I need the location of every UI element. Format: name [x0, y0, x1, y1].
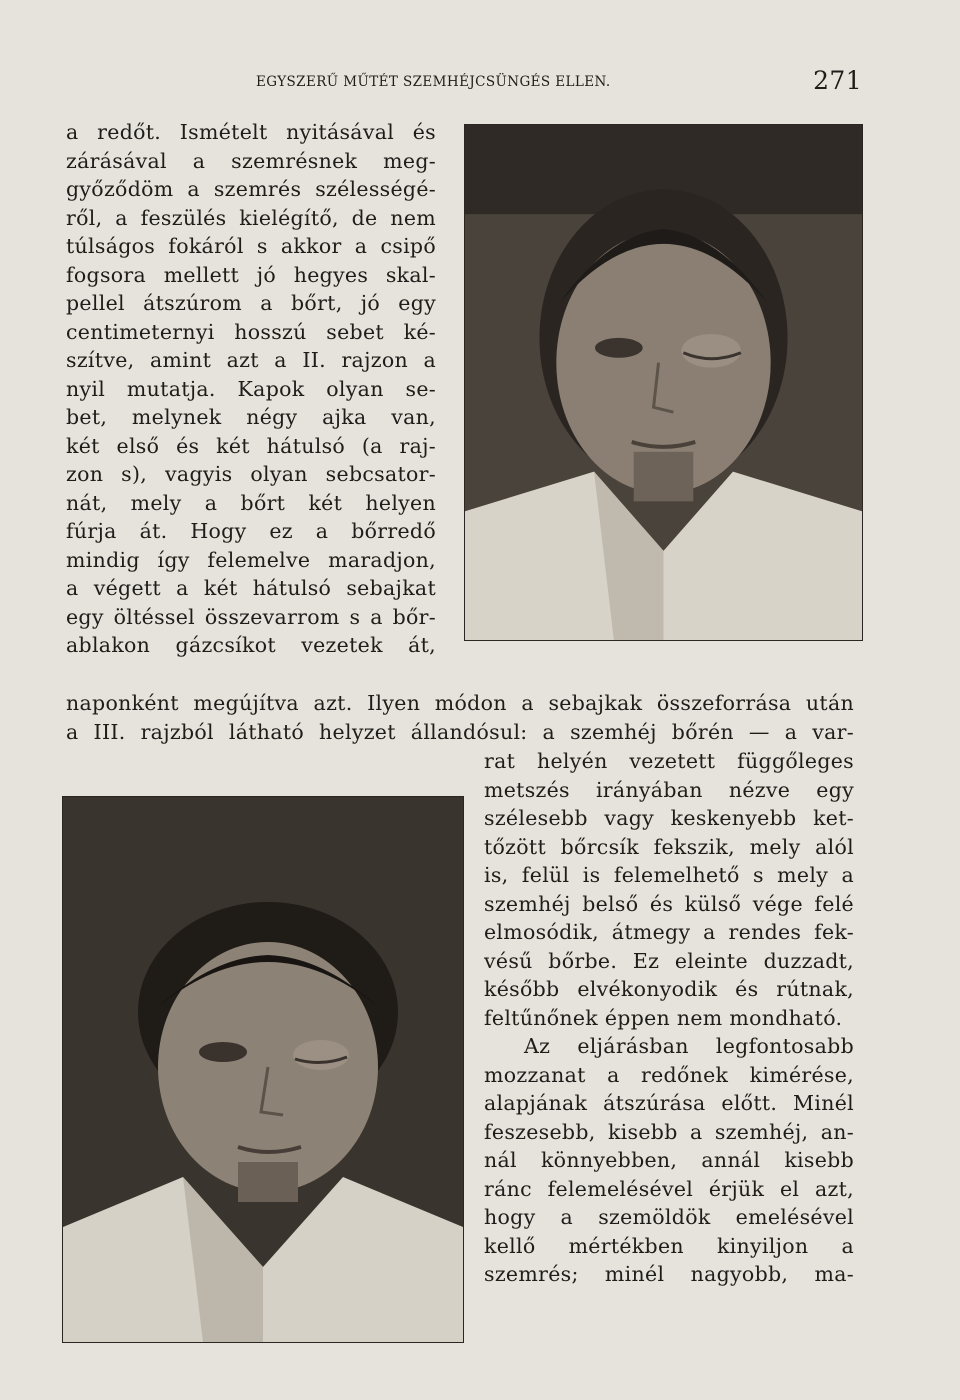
text-line: szélesebb vagy keskenyebb ket-	[484, 806, 854, 830]
text-line: a III. rajzból látható helyzet állandósul: a szemhéj bőrén — a var-	[66, 719, 854, 744]
text-line: tőzött bőrcsík fekszik, mely alól	[484, 834, 854, 859]
portrait-photo-top	[464, 124, 863, 641]
text-line: szemhéj belső és külső vége felé	[484, 891, 854, 916]
text-line: a redőt. Ismételt nyitásával és	[66, 120, 436, 144]
portrait-illustration	[63, 797, 463, 1342]
text-line: később elvékonyodik és rútnak,	[484, 977, 854, 1001]
portrait-photo-bottom	[62, 796, 464, 1343]
portrait-illustration	[465, 125, 862, 640]
text-line: is, felül is felemelhető s mely a	[484, 863, 854, 887]
text-line: pellel átszúrom a bőrt, jó egy	[66, 291, 436, 315]
text-line: mindig így felemelve maradjon,	[66, 547, 436, 572]
text-line: Az eljárásban legfontosabb	[524, 1034, 854, 1058]
text-line: zárásával a szemrésnek meg-	[66, 148, 436, 173]
text-line: elmosódik, átmegy a rendes fek-	[484, 920, 854, 944]
text-line: centimeternyi hosszú sebet ké-	[66, 319, 436, 344]
text-line: fúrja át. Hogy ez a bőrredő	[66, 519, 436, 543]
running-title: EGYSZERŰ MŰTÉT SZEMHÉJCSÜNGÉS ELLEN.	[256, 74, 611, 90]
text-line: egy öltéssel összevarrom s a bőr-	[66, 604, 436, 629]
text-line: hogy a szemöldök emelésével	[484, 1205, 854, 1229]
text-line: szítve, amint azt a II. rajzon a	[66, 348, 436, 372]
text-line: a végett a két hátulsó sebajkat	[66, 576, 436, 600]
text-line: ránc felemelésével érjük el azt,	[484, 1176, 854, 1201]
text-line: ről, a feszülés kielégítő, de nem	[66, 205, 436, 230]
text-line: két első és két hátulsó (a raj-	[66, 433, 436, 458]
text-line: feltűnőnek éppen nem mondható.	[484, 1005, 843, 1030]
text-line: túlságos fokáról s akkor a csipő	[66, 234, 436, 258]
text-line: kellő mértékben kinyiljon a	[484, 1233, 854, 1258]
text-line: naponként megújítva azt. Ilyen módon a sebajkak összeforrása után	[66, 691, 854, 715]
text-line: nál könnyebben, annál kisebb	[484, 1148, 854, 1172]
text-line: zon s), vagyis olyan sebcsator-	[66, 462, 436, 486]
text-line: vésű bőrbe. Ez eleinte duzzadt,	[484, 948, 854, 973]
text-line: nyil mutatja. Kapok olyan se-	[66, 376, 436, 401]
page-number: 271	[813, 66, 862, 95]
text-line: szemrés; minél nagyobb, ma-	[484, 1262, 854, 1286]
left-text-column	[66, 118, 436, 660]
text-line: győződöm a szemrés szélességé-	[66, 177, 436, 201]
text-line: nát, mely a bőrt két helyen	[66, 490, 436, 515]
text-line: rat helyén vezetett függőleges	[484, 749, 854, 773]
full-width-text	[66, 689, 854, 746]
text-line: ablakon gázcsíkot vezetek át,	[66, 633, 436, 657]
text-line: mozzanat a redőnek kimérése,	[484, 1062, 854, 1087]
text-line: alapjának átszúrása előtt. Minél	[484, 1091, 854, 1115]
text-line: metszés irányában nézve egy	[484, 777, 854, 802]
text-line: bet, melynek négy ajka van,	[66, 405, 436, 429]
right-text-column	[484, 747, 854, 1289]
text-line: feszesebb, kisebb a szemhéj, an-	[484, 1119, 854, 1144]
running-header	[256, 66, 862, 100]
text-line: fogsora mellett jó hegyes skal-	[66, 262, 436, 287]
